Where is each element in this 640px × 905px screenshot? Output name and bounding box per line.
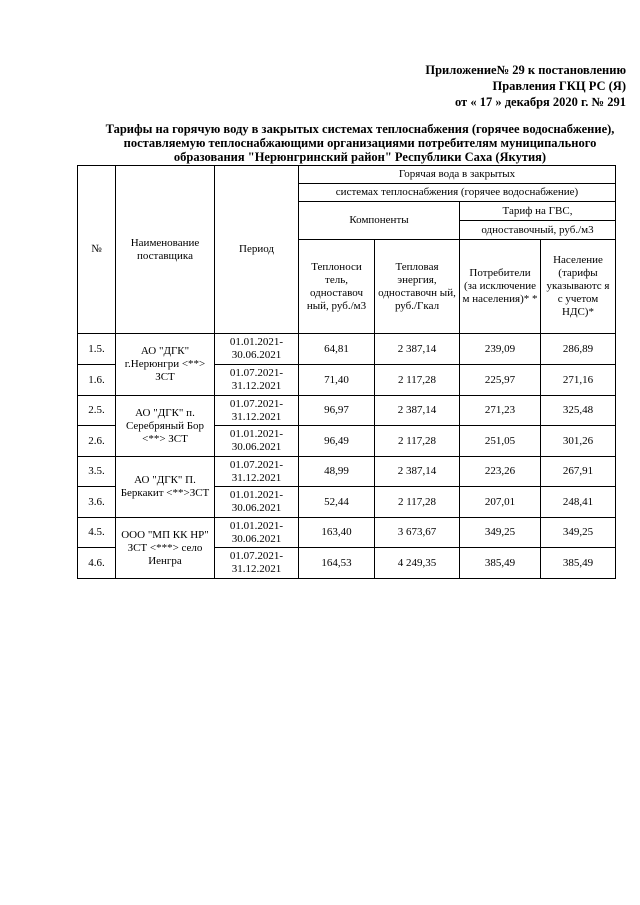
- row-consumers: 349,25: [460, 518, 541, 548]
- header-energy: Тепловая энергия, одноставочн ый, руб./Гкал: [375, 240, 460, 334]
- row-population: 325,48: [541, 396, 616, 426]
- row-period: 01.07.2021-31.12.2021: [215, 457, 299, 487]
- header-hot-water-1: Горячая вода в закрытых: [299, 166, 616, 184]
- header-tariff-1: Тариф на ГВС,: [460, 202, 616, 221]
- row-num: 4.5.: [78, 518, 116, 548]
- row-population: 286,89: [541, 334, 616, 365]
- appendix-line-2: Правления ГКЦ РС (Я): [492, 79, 626, 93]
- row-period: 01.01.2021-30.06.2021: [215, 334, 299, 365]
- row-consumers: 223,26: [460, 457, 541, 487]
- appendix-header: [425, 62, 626, 110]
- header-components: Компоненты: [299, 202, 460, 240]
- row-consumers: 385,49: [460, 548, 541, 579]
- document-title: [100, 122, 620, 164]
- row-period: 01.07.2021-31.12.2021: [215, 548, 299, 579]
- row-period: 01.01.2021-30.06.2021: [215, 426, 299, 457]
- tariff-table: [77, 165, 616, 579]
- row-period: 01.07.2021-31.12.2021: [215, 365, 299, 396]
- row-energy: 2 117,28: [375, 487, 460, 518]
- header-supplier: Наименование поставщика: [116, 166, 215, 334]
- row-num: 4.6.: [78, 548, 116, 579]
- row-supplier: АО "ДГК" П. Беркакит <**>ЗСТ: [116, 457, 215, 518]
- row-population: 385,49: [541, 548, 616, 579]
- row-consumers: 225,97: [460, 365, 541, 396]
- header-hot-water-2: системах теплоснабжения (горячее водоснабжение): [299, 184, 616, 202]
- appendix-line-3: от « 17 » декабря 2020 г. № 291: [454, 95, 626, 109]
- row-energy: 3 673,67: [375, 518, 460, 548]
- title-line-2: поставляемую теплоснабжающими организациями потребителям муниципального: [123, 136, 597, 150]
- row-carrier: 52,44: [299, 487, 375, 518]
- row-population: 267,91: [541, 457, 616, 487]
- row-energy: 2 387,14: [375, 396, 460, 426]
- header-carrier: Теплоноси тель, одноставоч ный, руб./м3: [299, 240, 375, 334]
- row-population: 301,26: [541, 426, 616, 457]
- row-carrier: 164,53: [299, 548, 375, 579]
- row-num: 2.5.: [78, 396, 116, 426]
- row-energy: 2 117,28: [375, 426, 460, 457]
- header-population: Население (тарифы указываютс я с учетом НДС)*: [541, 240, 616, 334]
- row-carrier: 71,40: [299, 365, 375, 396]
- row-num: 1.6.: [78, 365, 116, 396]
- row-period: 01.01.2021-30.06.2021: [215, 518, 299, 548]
- row-supplier: ООО "МП КК НР" ЗСТ <***> село Иенгра: [116, 518, 215, 579]
- row-carrier: 64,81: [299, 334, 375, 365]
- header-period: Период: [215, 166, 299, 334]
- row-carrier: 48,99: [299, 457, 375, 487]
- row-num: 1.5.: [78, 334, 116, 365]
- row-energy: 2 387,14: [375, 457, 460, 487]
- row-population: 271,16: [541, 365, 616, 396]
- row-carrier: 96,97: [299, 396, 375, 426]
- table-row: [78, 518, 616, 548]
- row-carrier: 163,40: [299, 518, 375, 548]
- row-num: 3.6.: [78, 487, 116, 518]
- row-period: 01.01.2021-30.06.2021: [215, 487, 299, 518]
- row-consumers: 251,05: [460, 426, 541, 457]
- row-supplier: АО "ДГК" г.Нерюнгри <**> ЗСТ: [116, 334, 215, 396]
- header-consumers: Потребители (за исключение м населения)* *: [460, 240, 541, 334]
- row-consumers: 207,01: [460, 487, 541, 518]
- table-row: [78, 396, 616, 426]
- row-num: 3.5.: [78, 457, 116, 487]
- row-population: 349,25: [541, 518, 616, 548]
- row-num: 2.6.: [78, 426, 116, 457]
- row-energy: 2 117,28: [375, 365, 460, 396]
- row-consumers: 239,09: [460, 334, 541, 365]
- table-row: [78, 334, 616, 365]
- appendix-line-1: Приложение№ 29 к постановлению: [425, 63, 626, 77]
- table-row: [78, 457, 616, 487]
- header-tariff-2: одноставочный, руб./м3: [460, 221, 616, 240]
- row-period: 01.07.2021-31.12.2021: [215, 396, 299, 426]
- row-energy: 4 249,35: [375, 548, 460, 579]
- row-energy: 2 387,14: [375, 334, 460, 365]
- row-supplier: АО "ДГК" п. Серебряный Бор <**> ЗСТ: [116, 396, 215, 457]
- row-carrier: 96,49: [299, 426, 375, 457]
- title-line-3: образования "Нерюнгринский район" Республики Саха (Якутия): [173, 150, 547, 164]
- title-line-1: Тарифы на горячую воду в закрытых системах теплоснабжения (горячее водоснабжение),: [105, 122, 615, 136]
- row-population: 248,41: [541, 487, 616, 518]
- row-consumers: 271,23: [460, 396, 541, 426]
- header-num: №: [78, 166, 116, 334]
